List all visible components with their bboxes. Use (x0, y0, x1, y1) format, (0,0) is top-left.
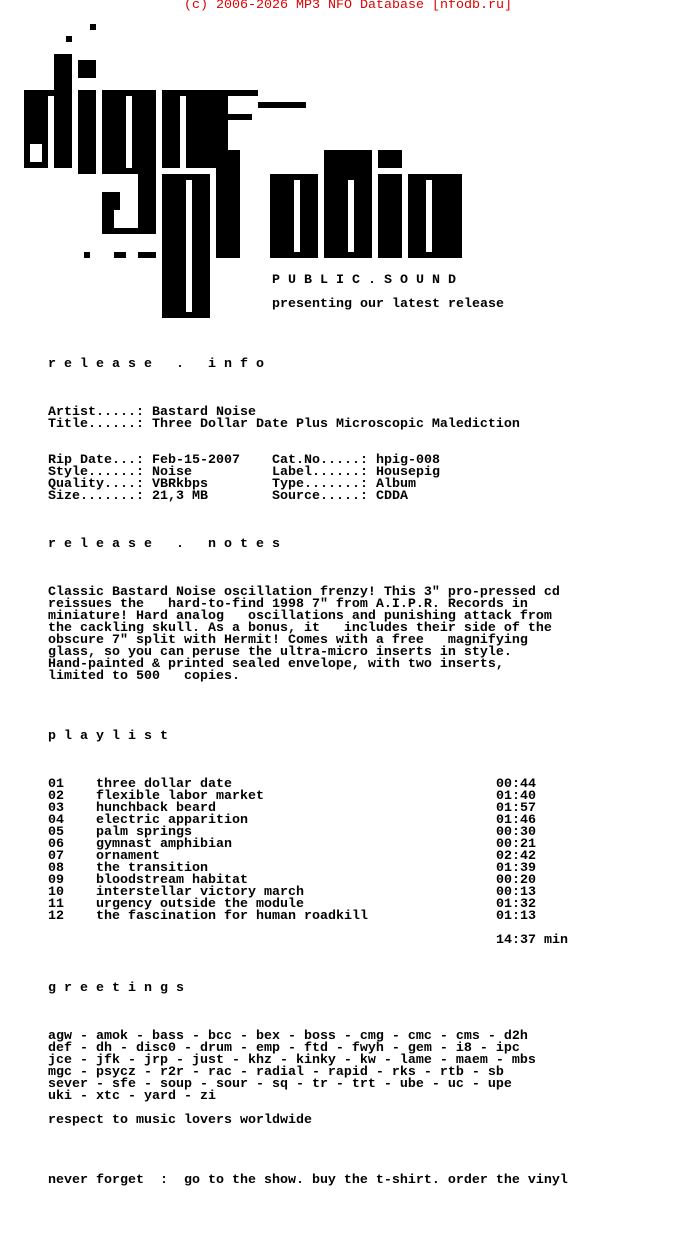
info-label: Type.......: (272, 477, 368, 492)
info-label: Source.....: (272, 489, 368, 504)
greetings-line: agw - amok - bass - bcc - bex - boss - cmg - cmc - cms - d2h (48, 1029, 528, 1044)
title-value: Three Dollar Date Plus Microscopic Malediction (152, 417, 520, 432)
track-duration: 01:40 (496, 789, 536, 804)
info-label: Label......: (272, 465, 368, 480)
track-title: the fascination for human roadkill (96, 909, 368, 924)
logo-subtitle: P U B L I C . S O U N D (272, 273, 456, 288)
artist-label: Artist.....: (48, 405, 144, 420)
logo-tagline: presenting our latest release (272, 297, 504, 312)
track-title: bloodstream habitat (96, 873, 248, 888)
track-number: 02 (48, 789, 64, 804)
info-value: Housepig (376, 465, 440, 480)
track-number: 08 (48, 861, 64, 876)
footer-line: never forget : go to the show. buy the t-shirt. order the vinyl (48, 1173, 568, 1188)
track-title: gymnast amphibian (96, 837, 232, 852)
track-duration: 01:39 (496, 861, 536, 876)
track-duration: 01:13 (496, 909, 536, 924)
section-release-notes: r e l e a s e . n o t e s (48, 537, 280, 552)
info-value: Feb-15-2007 (152, 453, 240, 468)
track-title: ornament (96, 849, 160, 864)
greetings-line: def - dh - disc0 - drum - emp - ftd - fwyh - gem - i8 - ipc (48, 1041, 520, 1056)
greetings-line: mgc - psycz - r2r - rac - radial - rapid - rks - rtb - sb (48, 1065, 504, 1080)
track-number: 03 (48, 801, 64, 816)
greetings-line: uki - xtc - yard - zi (48, 1089, 216, 1104)
section-release-info: r e l e a s e . i n f o (48, 357, 264, 372)
track-duration: 00:21 (496, 837, 536, 852)
info-value: Album (376, 477, 416, 492)
track-title: interstellar victory march (96, 885, 304, 900)
track-number: 04 (48, 813, 64, 828)
notes-line: Classic Bastard Noise oscillation frenzy! This 3" pro-pressed cd (48, 585, 560, 600)
track-title: palm springs (96, 825, 192, 840)
notes-line: Hand-painted & printed sealed envelope, with two inserts, (48, 657, 504, 672)
track-duration: 02:42 (496, 849, 536, 864)
track-title: three dollar date (96, 777, 232, 792)
track-number: 12 (48, 909, 64, 924)
track-number: 01 (48, 777, 64, 792)
info-label: Size.......: (48, 489, 144, 504)
track-title: the transition (96, 861, 208, 876)
notes-line: miniature! Hard analog oscillations and punishing attack from (48, 609, 552, 624)
track-duration: 01:46 (496, 813, 536, 828)
track-number: 09 (48, 873, 64, 888)
copyright-header: (c) 2006-2026 MP3 NFO Database [nfodb.ru] (184, 0, 512, 13)
info-value: VBRkbps (152, 477, 208, 492)
notes-line: glass, so you can peruse the ultra-micro inserts in style. (48, 645, 512, 660)
section-playlist: p l a y l i s t (48, 729, 168, 744)
greetings-line: sever - sfe - soup - sour - sq - tr - trt - ube - uc - upe (48, 1077, 512, 1092)
notes-line: obscure 7" split with Hermit! Comes with a free magnifying (48, 633, 528, 648)
respect-line: respect to music lovers worldwide (48, 1113, 312, 1128)
info-value: 21,3 MB (152, 489, 208, 504)
info-label: Cat.No.....: (272, 453, 368, 468)
track-duration: 00:13 (496, 885, 536, 900)
track-duration: 01:57 (496, 801, 536, 816)
track-number: 05 (48, 825, 64, 840)
total-time: 14:37 min (496, 933, 568, 948)
artist-value: Bastard Noise (152, 405, 256, 420)
greetings-line: jce - jfk - jrp - just - khz - kinky - kw - lame - maem - mbs (48, 1053, 536, 1068)
notes-line: reissues the hard-to-find 1998 7" from A.I.P.R. Records in (48, 597, 528, 612)
info-label: Quality....: (48, 477, 144, 492)
track-title: urgency outside the module (96, 897, 304, 912)
section-greetings: g r e e t i n g s (48, 981, 184, 996)
info-value: Noise (152, 465, 192, 480)
info-label: Style......: (48, 465, 144, 480)
title-label: Title......: (48, 417, 144, 432)
info-value: hpig-008 (376, 453, 440, 468)
info-value: CDDA (376, 489, 408, 504)
track-title: hunchback beard (96, 801, 216, 816)
track-duration: 01:32 (496, 897, 536, 912)
track-title: flexible labor market (96, 789, 264, 804)
notes-line: the cackling skull. As a bonus, it includes their side of the (48, 621, 552, 636)
track-duration: 00:30 (496, 825, 536, 840)
track-number: 06 (48, 837, 64, 852)
notes-line: limited to 500 copies. (48, 669, 240, 684)
track-number: 11 (48, 897, 64, 912)
track-duration: 00:44 (496, 777, 536, 792)
track-duration: 00:20 (496, 873, 536, 888)
track-title: electric apparition (96, 813, 248, 828)
info-label: Rip Date...: (48, 453, 144, 468)
track-number: 10 (48, 885, 64, 900)
track-number: 07 (48, 849, 64, 864)
